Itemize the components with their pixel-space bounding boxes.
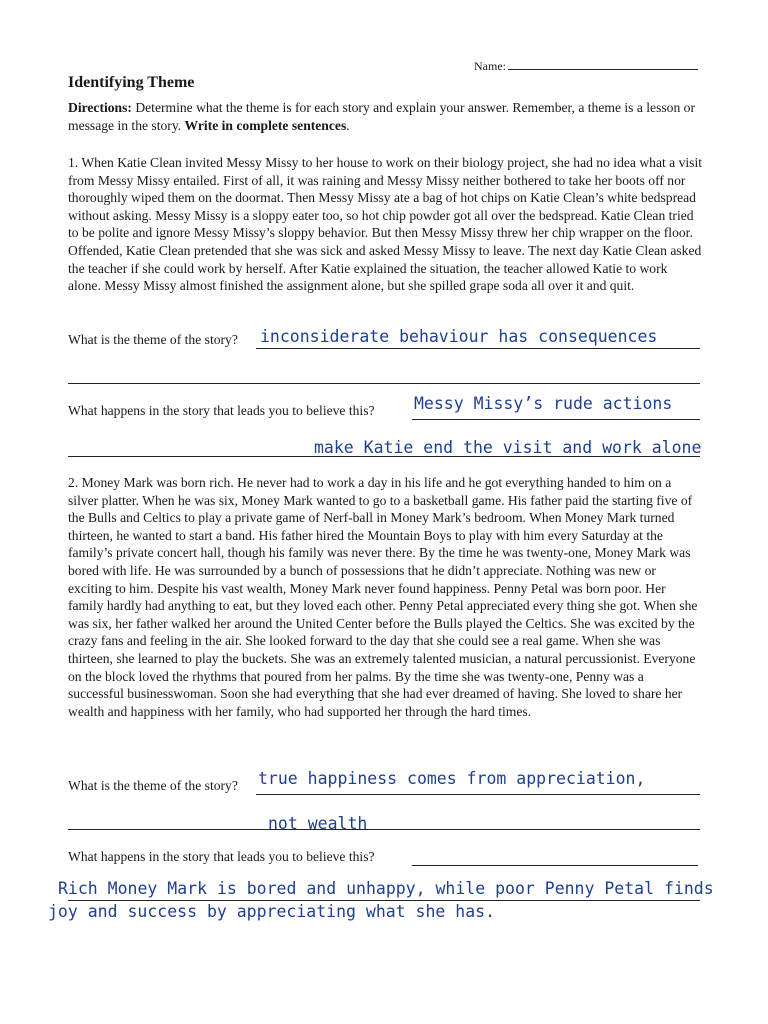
directions-paragraph [68,99,702,134]
story-1-theme-answer-1: inconsiderate behaviour has consequences [260,327,658,346]
story-1-theme-line-2[interactable] [68,383,700,384]
story-2-text: 2. Money Mark was born rich. He never had to work a day in his life and he got everything handed to him on a silver platter. When he was six, Money Mark wanted to go to a basketball game. His father paid the starting five of the Bulls and Celtics to play a private game of Nerf-ball in Money Mark’s bedroom. When Money Mark turned thirteen, he wanted to start a band. His father hired the Mountain Boys to play with him every Saturday at the family’s private concert hall, though his family was never there. By the time he was twenty-one, Money Mark was bored with life. He was surrounded by a bunch of possessions that he didn’t appreciate. Nothing was new or exciting to him. Despite his vast wealth, Money Mark never found happiness. Penny Petal was born poor. Her family hardly had anything to eat, but they loved each other. Penny Petal appreciated every thing she got. When she was six, her father walked her around the United Center before the Bulls played the Celtics. She was excited by the crazy fans and feeling in the air. She looked forward to the day that she could see a real game. When she was thirteen, she learned to play the buckets. She was an extremely talented musician, a natural percussionist. Everyone on the block loved the rhythms that poured from her palms. By the time she was twenty-one, Penny was a successful businesswoman. Soon she had everything that she had ever dreamed of having. She loved to share her wealth and happiness with her family, who had supported her through the hard times. [68,475,698,719]
story-1-evidence-question: What happens in the story that leads you to believe this? [68,403,375,418]
worksheet-title: Identifying Theme [68,74,195,91]
story-2-theme-answer-2: not wealth [268,814,368,833]
story-2-evidence-answer-1: Rich Money Mark is bored and unhappy, while poor Penny Petal finds [58,879,714,898]
directions-text: Determine what the theme is for each story and explain your answer. Remember, a theme is a lesson or message in the story. [68,100,695,133]
story-1-evidence-answer-2: make Katie end the visit and work alone [314,438,702,457]
story-1-theme-line-1[interactable] [256,348,700,349]
story-1-evidence-line-1[interactable] [412,419,700,420]
name-field[interactable] [474,57,698,74]
story-1-evidence-answer-1: Messy Missy’s rude actions [414,394,673,413]
name-label: Name: [474,59,506,73]
name-blank-line[interactable] [508,57,698,70]
story-2-theme-line-1[interactable] [256,794,700,795]
directions-emphasis: Write in complete sentences [184,117,347,133]
story-1-theme-question: What is the theme of the story? [68,332,238,347]
directions-label: Directions: [68,100,132,115]
story-2-evidence-answer-2: joy and success by appreciating what she has. [48,902,496,921]
story-2-theme-line-2[interactable] [68,829,700,830]
story-2-evidence-question: What happens in the story that leads you to believe this? [68,849,375,864]
story-2-evidence-line-1[interactable] [412,865,698,866]
story-2-evidence-line-2[interactable] [68,900,700,901]
story-2-theme-question: What is the theme of the story? [68,778,238,793]
directions-end: . [346,117,350,133]
story-2-theme-answer-1: true happiness comes from appreciation, [258,769,646,788]
story-1-text: 1. When Katie Clean invited Messy Missy to her house to work on their biology project, she had no idea what a visit from Messy Missy entailed. First of all, it was raining and Messy Missy neither bothered to take her boots off nor thoroughly wiped them on the doormat. Then Messy Missy ate a bag of hot chips on Katie Clean’s white bedspread without asking. Messy Missy is a sloppy eater too, so hot chip powder got all over the bedspread. Katie Clean tried to be polite and ignore Messy Missy’s sloppy behavior. But then Messy Missy threw her chip wrapper on the floor. Offended, Katie Clean pretended that she was sick and asked Messy Missy to leave. The next day Katie Clean asked the teacher if she could work by herself. After Katie explained the situation, the teacher allowed Katie to work alone. Messy Missy almost finished the assignment alone, but she spilled grape soda all over it and quit. [68,155,703,294]
